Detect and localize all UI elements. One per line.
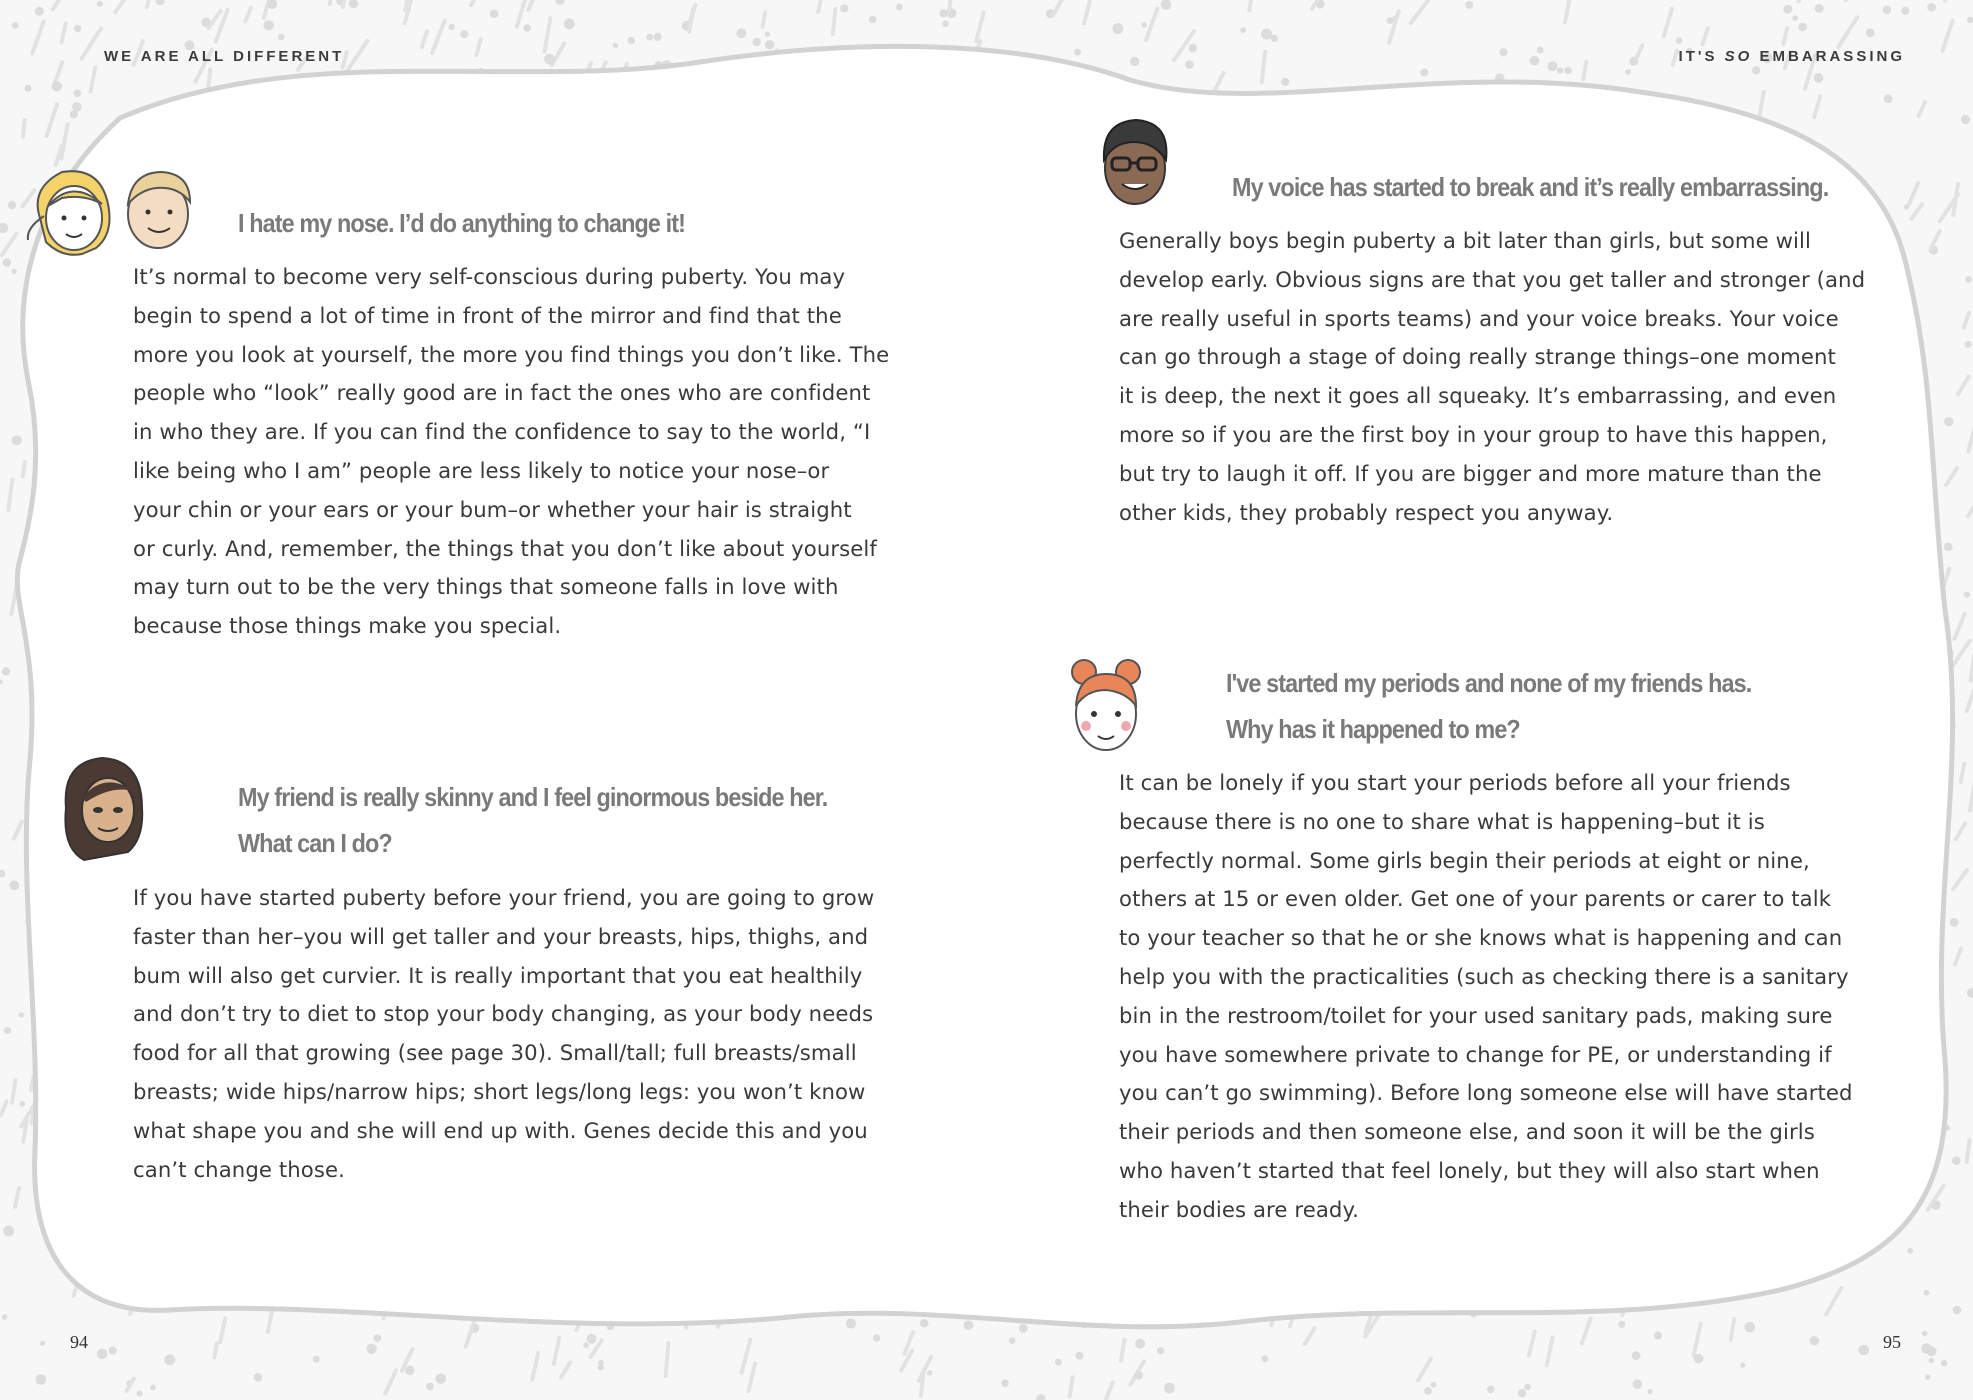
question-heading <box>1232 164 1828 210</box>
answer-line: because there is no one to share what is happening–but it is <box>1119 808 1765 834</box>
answer-line: bum will also get curvier. It is really important that you eat healthily <box>133 962 863 988</box>
section-skinny-friend <box>238 774 893 880</box>
answer-line: begin to spend a lot of time in front of the mirror and find that the <box>133 302 842 328</box>
answer-line: you can’t go swimming). Before long someone else will have started <box>1119 1080 1853 1106</box>
answer-periods <box>1119 764 1879 1230</box>
answer-skinny-friend <box>133 879 893 1189</box>
page-number-right: 95 <box>1883 1332 1901 1352</box>
answer-line: their bodies are ready. <box>1119 1196 1359 1222</box>
section-voice <box>1232 164 1895 224</box>
answer-line: bin in the restroom/toilet for your used sanitary pads, making sure <box>1119 1002 1833 1028</box>
answer-line: and don’t try to diet to stop your body changing, as your body needs <box>133 1001 874 1027</box>
answer-line: faster than her–you will get taller and your breasts, hips, thighs, and <box>133 923 869 949</box>
answer-line: you have somewhere private to change for PE, or understanding if <box>1119 1041 1832 1067</box>
answer-line: their periods and then someone else, and soon it will be the girls <box>1119 1119 1815 1145</box>
question-heading <box>238 200 685 246</box>
answer-line: other kids, they probably respect you anyway. <box>1119 499 1614 525</box>
answer-line: because those things make you special. <box>133 613 562 639</box>
answer-voice <box>1119 222 1879 532</box>
answer-line: It’s normal to become very self-conscious during puberty. You may <box>133 264 846 289</box>
red-haired-girl-face-icon <box>1066 656 1148 760</box>
answer-line: breasts; wide hips/narrow hips; short legs/long legs: you won’t know <box>133 1078 866 1104</box>
answer-line: can’t change those. <box>133 1156 345 1182</box>
question-line: My voice has started to break and it’s really embarrassing. <box>1232 172 1829 202</box>
answer-line: perfectly normal. Some girls begin their periods at eight or nine, <box>1119 847 1810 873</box>
section-nose <box>238 200 735 260</box>
question-heading <box>238 774 827 866</box>
blond-boy-face-icon <box>118 164 198 254</box>
question-line: My friend is really skinny and I feel ginormous beside her. <box>238 782 828 812</box>
answer-text <box>133 879 893 1189</box>
answer-line: in who they are. If you can find the confidence to say to the world, “I <box>133 419 871 445</box>
question-line: What can I do? <box>238 828 392 858</box>
answer-line: It can be lonely if you start your periods before all your friends <box>1119 770 1791 795</box>
answer-line: to your teacher so that he or she knows what is happening and can <box>1119 925 1843 951</box>
answer-line: are really useful in sports teams) and your voice breaks. Your voice <box>1119 305 1839 331</box>
answer-line: others at 15 or even older. Get one of your parents or carer to talk <box>1119 886 1832 912</box>
answer-line: or curly. And, remember, the things that you don’t like about yourself <box>133 535 877 561</box>
question-line: I've started my periods and none of my friends has. <box>1226 668 1752 698</box>
dark-haired-girl-face-icon <box>58 752 148 864</box>
running-head-right: IT'S SO EMBARASSING <box>1678 48 1905 65</box>
answer-text <box>1119 764 1879 1230</box>
answer-line: develop early. Obvious signs are that you get taller and stronger (and <box>1119 266 1866 292</box>
answer-line: If you have started puberty before your friend, you are going to grow <box>133 885 875 910</box>
answer-line: may turn out to be the very things that someone falls in love with <box>133 574 839 600</box>
answer-nose <box>133 258 893 646</box>
page-number-left: 94 <box>70 1332 88 1352</box>
answer-line: but try to laugh it off. If you are bigger and more mature than the <box>1119 460 1822 486</box>
blonde-girl-face-icon <box>22 158 122 262</box>
answer-line: it is deep, the next it goes all squeaky. It’s embarrassing, and even <box>1119 383 1837 409</box>
answer-line: more you look at yourself, the more you find things you don’t like. The <box>133 341 890 367</box>
answer-line: like being who I am” people are less likely to notice your nose–or <box>133 457 830 483</box>
boy-with-glasses-face-icon <box>1098 116 1172 208</box>
running-head-left: WE ARE ALL DIFFERENT <box>104 48 345 65</box>
answer-line: your chin or your ears or your bum–or whether your hair is straight <box>133 496 852 522</box>
answer-line: can go through a stage of doing really strange things–one moment <box>1119 344 1836 370</box>
section-periods <box>1226 660 1810 766</box>
question-line: Why has it happened to me? <box>1226 714 1520 744</box>
answer-text <box>1119 222 1879 532</box>
question-line: I hate my nose. I’d do anything to change it! <box>238 208 686 238</box>
answer-line: more so if you are the first boy in your group to have this happen, <box>1119 421 1828 447</box>
answer-line: who haven’t started that feel lonely, but they will also start when <box>1119 1157 1820 1183</box>
answer-line: food for all that growing (see page 30). Small/tall; full breasts/small <box>133 1040 857 1066</box>
answer-text <box>133 258 893 646</box>
question-heading <box>1226 660 1751 752</box>
answer-line: help you with the practicalities (such as checking there is a sanitary <box>1119 963 1849 989</box>
answer-line: Generally boys begin puberty a bit later than girls, but some will <box>1119 228 1812 253</box>
answer-line: people who “look” really good are in fact the ones who are confident <box>133 380 871 406</box>
answer-line: what shape you and she will end up with. Genes decide this and you <box>133 1117 868 1143</box>
